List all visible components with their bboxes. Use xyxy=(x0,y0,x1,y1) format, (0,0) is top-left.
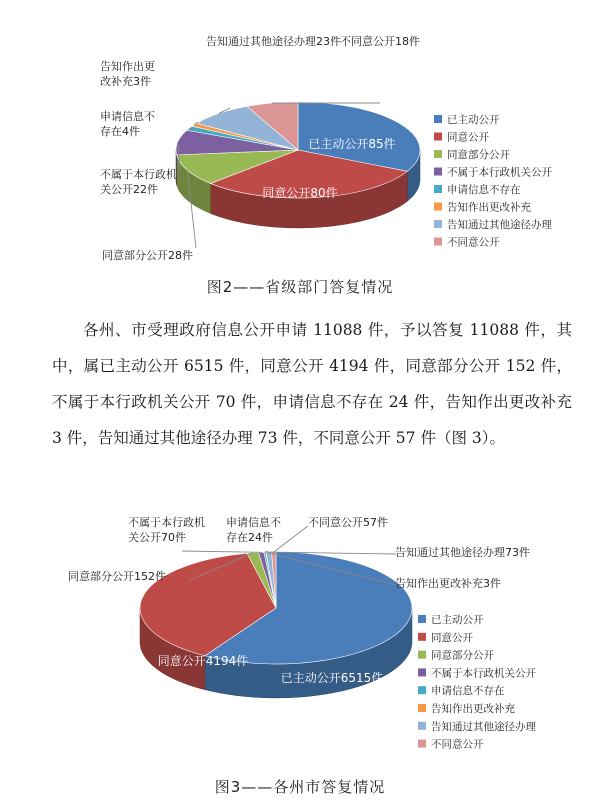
data-label-3: 同意部分公开152件 xyxy=(68,570,166,583)
legend xyxy=(418,613,536,751)
data-label-4: 不属于本行政机关公开70件 xyxy=(128,516,205,544)
legend-label-7: 告知通过其他途径办理 xyxy=(431,720,536,733)
data-label-5: 申请信息不存在24件 xyxy=(226,516,281,544)
data-label-4: 不属于本行政机关公开22件 xyxy=(100,168,177,196)
legend-swatch-8 xyxy=(434,238,442,246)
data-label-2: 同意公开80件 xyxy=(262,186,338,200)
data-label-2: 同意公开4194件 xyxy=(157,654,249,668)
legend-swatch-6 xyxy=(434,203,442,211)
legend-label-1: 已主动公开 xyxy=(431,614,484,626)
legend-label-2: 同意公开 xyxy=(431,631,473,644)
legend-swatch-1 xyxy=(434,115,442,123)
legend-label-1: 已主动公开 xyxy=(447,114,500,126)
leader-line-8 xyxy=(274,526,308,552)
data-label-1: 已主动公开85件 xyxy=(308,137,396,151)
legend-label-7: 告知通过其他途径办理 xyxy=(447,219,552,231)
legend-swatch-4 xyxy=(434,168,442,176)
legend-label-8: 不同意公开 xyxy=(447,236,500,249)
legend-label-3: 同意部分公开 xyxy=(447,149,510,161)
legend-swatch-4 xyxy=(418,668,426,676)
data-label-3: 同意部分公开28件 xyxy=(102,249,193,262)
legend-swatch-5 xyxy=(434,185,442,193)
chart-provincial xyxy=(0,0,600,275)
data-label-7: 告知通过其他途径办理73件 xyxy=(395,546,530,559)
legend-label-8: 不同意公开 xyxy=(431,738,484,751)
data-label-5: 申请信息不存在4件 xyxy=(100,110,155,138)
data-label-8: 不同意公开18件 xyxy=(340,35,420,48)
body-paragraph: 各州、市受理政府信息公开申请 11088 件，予以答复 11088 件，其中，属已主动公开 6515 件，同意公开 4194 件，同意部分公开 152 件，不属于本行政机关公开 70 件，申请信息不存在 24 件，告知作出更改补充 3 件，告知通过其他途径办理 73 件，不同意公开 57 件（图 3）。 xyxy=(52,321,572,447)
legend-swatch-7 xyxy=(434,220,442,228)
pie-chart-2-svg xyxy=(0,505,600,775)
data-label-6: 告知作出更改补充3件 xyxy=(100,60,155,88)
legend-swatch-7 xyxy=(418,722,426,730)
legend-label-6: 告知作出更改补充 xyxy=(447,201,531,214)
legend-swatch-5 xyxy=(418,686,426,694)
pie-chart-1-svg xyxy=(0,0,600,275)
legend xyxy=(434,113,552,249)
legend-label-5: 申请信息不存在 xyxy=(447,184,521,196)
legend-swatch-2 xyxy=(434,133,442,141)
legend-label-5: 申请信息不存在 xyxy=(431,685,505,698)
pie-slices xyxy=(140,552,412,664)
data-label-8: 不同意公开57件 xyxy=(308,516,388,529)
chart-prefecture xyxy=(0,505,600,775)
legend-swatch-6 xyxy=(418,704,426,712)
legend-label-2: 同意公开 xyxy=(447,131,489,144)
legend-swatch-1 xyxy=(418,615,426,623)
legend-label-4: 不属于本行政机关公开 xyxy=(447,166,552,179)
data-label-6: 告知作出更改补充3件 xyxy=(395,577,501,590)
data-label-7: 告知通过其他途径办理23件 xyxy=(206,35,341,48)
chart-2-caption: 图3——各州市答复情况 xyxy=(214,778,386,796)
legend-label-4: 不属于本行政机关公开 xyxy=(431,667,536,680)
legend-swatch-3 xyxy=(418,651,426,659)
legend-label-6: 告知作出更改补充 xyxy=(431,703,515,715)
legend-swatch-2 xyxy=(418,633,426,641)
legend-swatch-8 xyxy=(418,740,426,748)
leader-line-4 xyxy=(182,551,261,552)
chart-1-caption: 图2——省级部门答复情况 xyxy=(206,278,394,296)
legend-swatch-3 xyxy=(434,150,442,158)
data-label-1: 已主动公开6515件 xyxy=(280,671,384,685)
legend-label-3: 同意部分公开 xyxy=(431,649,494,662)
